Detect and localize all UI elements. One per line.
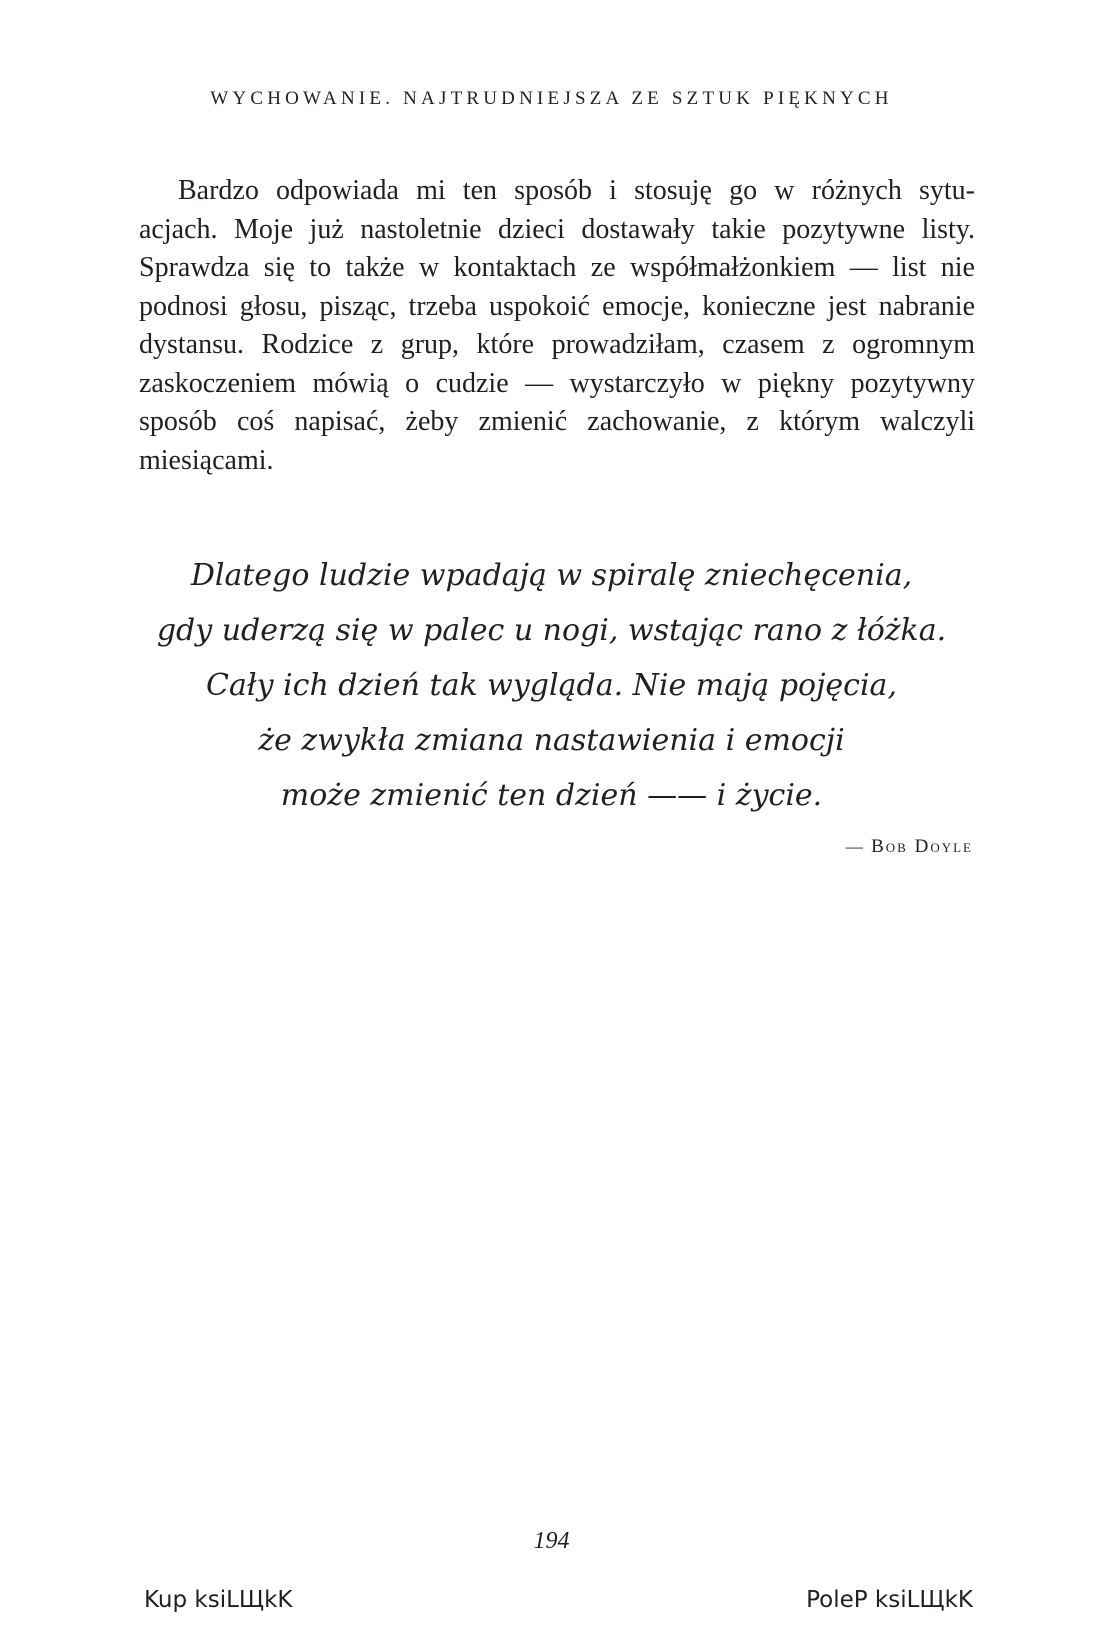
attribution-dash: —: [845, 837, 865, 856]
body-line: Sprawdza się to także w kontaktach ze współmałżonkiem — list nie: [139, 252, 975, 283]
quote-block: [0, 548, 1103, 823]
body-line: miesiącami.: [139, 444, 274, 476]
quote-line: gdy uderzą się w palec u nogi, wstając rano z łóżka.: [156, 613, 947, 648]
attribution-name: Bob Doyle: [871, 836, 973, 857]
body-paragraph: [139, 172, 975, 480]
body-line: podnosi głosu, pisząc, trzeba uspokoić emocje, konieczne jest nabranie: [139, 290, 975, 322]
body-line: zaskoczeniem mówią o cudzie –– wystarczyło w piękny pozytywny: [139, 367, 975, 399]
body-line: dystansu. Rodzice z grup, które prowadziłam, czasem z ogromnym: [139, 329, 975, 360]
body-line: sposób coś napisać, żeby zmienić zachowanie, z którym walczyli: [139, 406, 975, 437]
quote-line: może zmienić ten dzień —— i życie.: [280, 778, 823, 813]
quote-line: Cały ich dzień tak wygląda. Nie mają pojęcia,: [206, 668, 897, 703]
recommend-book-link[interactable]: PoleP ksiLЩkK: [806, 1587, 973, 1613]
buy-book-link[interactable]: Kup ksiLЩkK: [144, 1587, 293, 1613]
quote-line: Dlatego ludzie wpadają w spiralę zniechęcenia,: [190, 558, 913, 593]
quote-line: że zwykła zmiana nastawienia i emocji: [258, 723, 845, 758]
quote-attribution: [846, 836, 973, 858]
running-header: WYCHOWANIE. NAJTRUDNIEJSZA ZE SZTUK PIĘKNYCH: [210, 88, 893, 109]
body-line: Bardzo odpowiada mi ten sposób i stosuję go w różnych sytu-: [178, 175, 975, 206]
body-line: acjach. Moje już nastoletnie dzieci dostawały takie pozytywne listy.: [139, 213, 975, 245]
page-number: 194: [533, 1528, 570, 1554]
